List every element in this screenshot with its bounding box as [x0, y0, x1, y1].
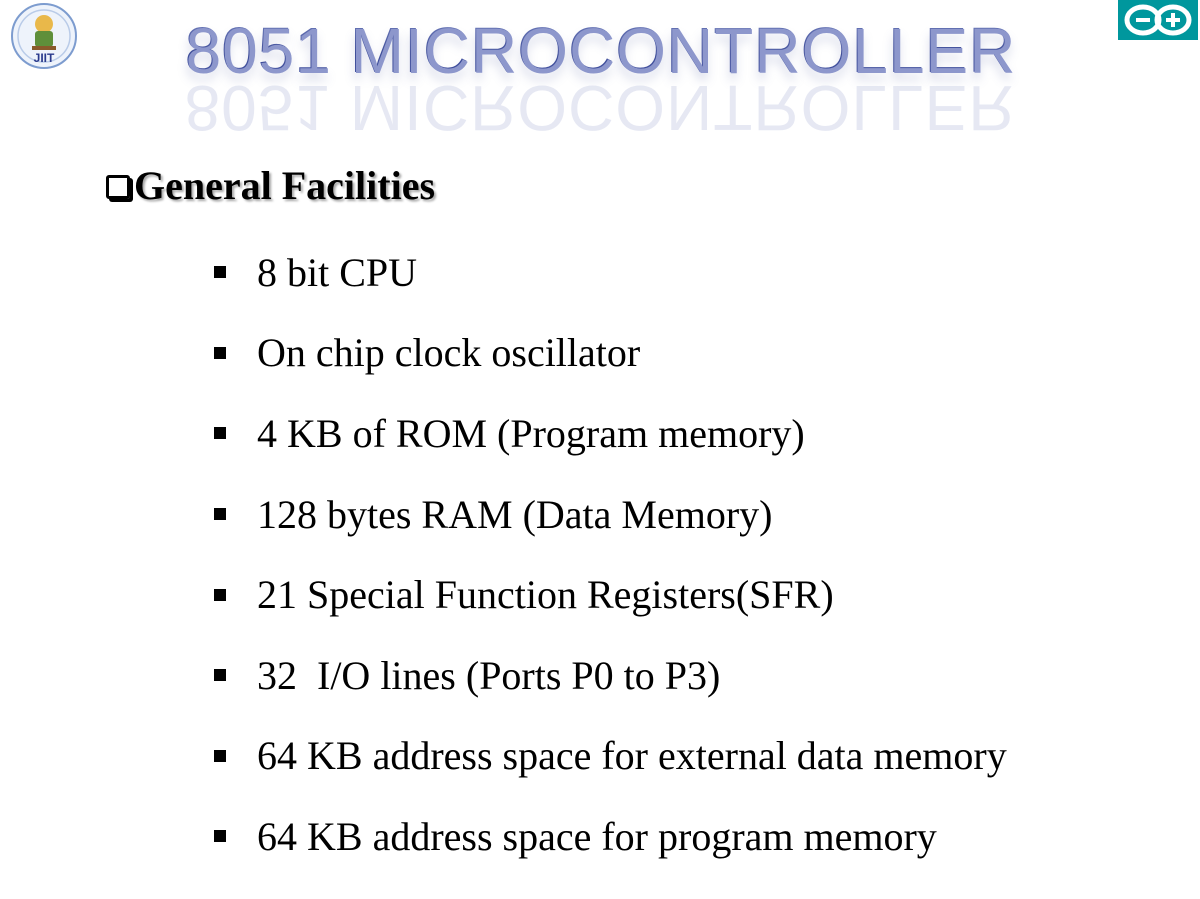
list-item-text: 21 Special Function Registers(SFR): [257, 572, 834, 618]
list-item: [214, 635, 1007, 716]
square-bullet-icon: [214, 589, 226, 601]
list-item-text: 32 I/O lines (Ports P0 to P3): [257, 652, 721, 698]
checkbox-bullet-icon: [106, 175, 130, 199]
section-heading-text: General Facilities: [134, 163, 436, 208]
square-bullet-icon: [214, 427, 226, 439]
title-reflection-text: 8051 MICROCONTROLLER: [184, 72, 1016, 144]
square-bullet-icon: [214, 750, 226, 762]
list-item-text: 4 KB of ROM (Program memory): [257, 410, 805, 456]
logo-monogram: JIIT: [33, 51, 55, 65]
list-item: [214, 474, 1007, 555]
list-item: [214, 716, 1007, 797]
square-bullet-icon: [214, 266, 226, 278]
list-item-text: 64 KB address space for external data memory: [257, 733, 1007, 779]
list-item-text: 8 bit CPU: [257, 249, 418, 295]
list-item-text: 128 bytes RAM (Data Memory): [257, 491, 773, 537]
list-item: [214, 554, 1007, 635]
slide-title-text: 8051 MICROCONTROLLER: [185, 10, 1016, 90]
list-item: [214, 393, 1007, 474]
square-bullet-icon: [214, 508, 226, 520]
list-item: [214, 313, 1007, 394]
title-reflection: [0, 72, 1200, 144]
facilities-list: [214, 232, 1007, 877]
square-bullet-icon: [214, 669, 226, 681]
list-item-text: 64 KB address space for program memory: [257, 813, 937, 859]
square-bullet-icon: [214, 830, 226, 842]
list-item-text: On chip clock oscillator: [257, 330, 641, 376]
square-bullet-icon: [214, 347, 226, 359]
list-item: [214, 796, 1007, 877]
section-heading: [106, 160, 435, 212]
list-item: [214, 232, 1007, 313]
